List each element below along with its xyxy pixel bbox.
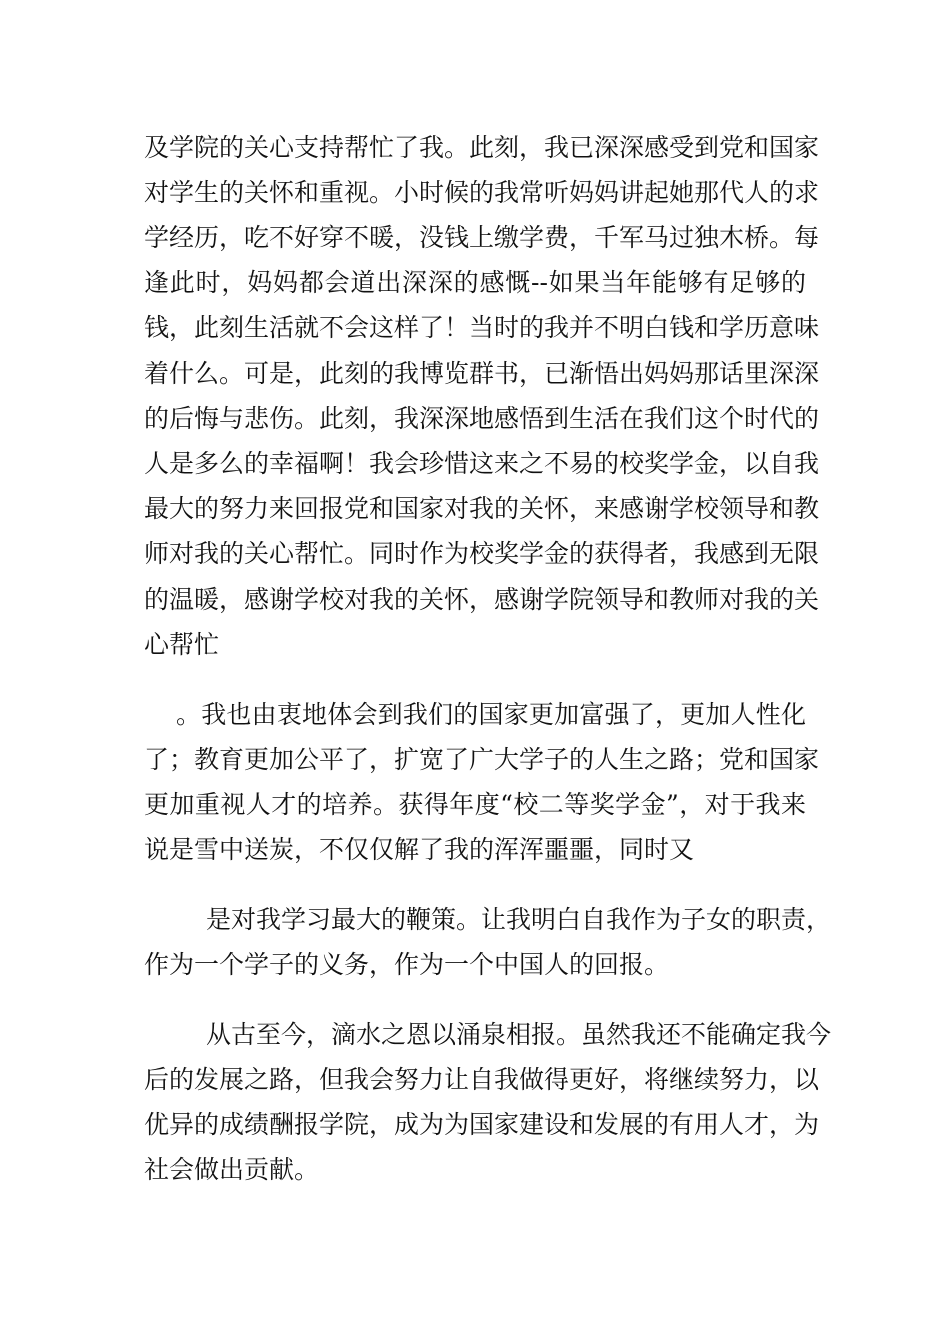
text-line: 是对我学习最大的鞭策。让我明白自我作为子女的职责， — [206, 905, 832, 934]
text-line: 社会做出贡献。 — [144, 1155, 320, 1184]
text-line: 的后悔与悲伤。此刻，我深深地感悟到生活在我们这个时代的 — [144, 404, 820, 433]
text-line: 逢此时，妈妈都会道出深深的感慨--如果当年能够有足够的 — [144, 268, 806, 297]
text-line: 的温暖，感谢学校对我的关怀，感谢学院领导和教师对我的关 — [144, 585, 820, 614]
text-line: 及学院的关心支持帮忙了我。此刻，我已深深感受到党和国家 — [144, 133, 820, 162]
text-line: 钱，此刻生活就不会这样了！当时的我并不明白钱和学历意味 — [144, 313, 820, 342]
text-line: 后的发展之路，但我会努力让自我做得更好，将继续努力，以 — [144, 1065, 820, 1094]
text-line: 对学生的关怀和重视。小时候的我常听妈妈讲起她那代人的求 — [144, 178, 820, 207]
text-line: 心帮忙 — [144, 630, 220, 659]
text-line: 了；教育更加公平了，扩宽了广大学子的人生之路；党和国家 — [144, 745, 820, 774]
text-line: 着什么。可是，此刻的我博览群书，已渐悟出妈妈那话里深深 — [144, 359, 820, 388]
text-line: 从古至今，滴水之恩以涌泉相报。虽然我还不能确定我今 — [206, 1020, 832, 1049]
text-line: 。我也由衷地体会到我们的国家更加富强了，更加人性化 — [176, 700, 806, 729]
text-line: 人是多么的幸福啊！我会珍惜这来之不易的校奖学金，以自我 — [144, 449, 820, 478]
text-line: 作为一个学子的义务，作为一个中国人的回报。 — [144, 950, 670, 979]
text-line: 师对我的关心帮忙。同时作为校奖学金的获得者，我感到无限 — [144, 539, 820, 568]
text-line: 优异的成绩酬报学院，成为为国家建设和发展的有用人才，为 — [144, 1110, 820, 1139]
text-line: 学经历，吃不好穿不暖，没钱上缴学费，千军马过独木桥。每 — [144, 223, 820, 252]
text-line: 说是雪中送炭，不仅仅解了我的浑浑噩噩，同时又 — [144, 835, 695, 864]
text-line: 最大的努力来回报党和国家对我的关怀，来感谢学校领导和教 — [144, 494, 820, 523]
text-line: 更加重视人才的培养。获得年度“校二等奖学金”，对于我来 — [144, 790, 806, 819]
